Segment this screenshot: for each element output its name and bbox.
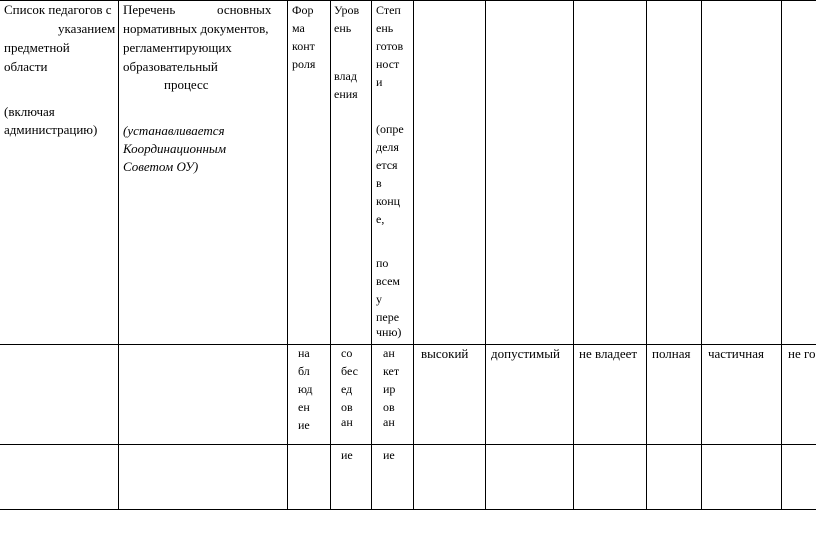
header-text: (включая [4,104,55,119]
cell-text: ед [341,382,353,396]
header-text: Уров [334,3,360,17]
header-text: чню) [376,325,402,339]
header-text: пере [376,310,400,324]
cell-text: бес [341,364,358,378]
header-text: конц [376,194,401,208]
header-text: (устанавливается [123,123,225,138]
header-text: ется [376,158,398,172]
col-divider-3 [330,0,331,510]
cell-text: ан [341,415,353,429]
cell-text: юд [298,382,313,396]
header-text: Координационным [123,141,226,156]
header-text: Перечень [123,2,176,17]
level-not-proficient: не владеет [579,346,638,361]
header-text: ень [334,21,352,35]
cell-text: ие [298,418,310,432]
header-text: образовательный [123,59,218,74]
header-text: ност [376,57,400,71]
level-high: высокий [421,346,469,361]
header-text: готов [376,39,404,53]
col-divider-9 [701,0,702,510]
row-divider-1 [0,344,816,345]
cell-text: ан [383,346,395,360]
header-text: е, [376,212,385,226]
header-text: и [376,75,383,89]
col-divider-5 [413,0,414,510]
header-text: Фор [292,3,314,17]
col-divider-1 [118,0,119,510]
cell-text: ир [383,382,396,396]
header-text: ма [292,21,305,35]
row-divider-2 [0,444,816,445]
header-text: указанием [58,21,116,36]
cell-text: ов [341,400,353,414]
header-text: всем [376,274,400,288]
header-text: Степ [376,3,401,17]
header-text: по [376,256,389,270]
header-text: деля [376,140,399,154]
header-text: процесс [164,77,209,92]
header-text: в [376,176,382,190]
readiness-partial: частичная [708,346,764,361]
col-divider-2 [287,0,288,510]
header-text: конт [292,39,315,53]
header-text: (опре [376,122,404,136]
header-text: администрацию) [4,122,98,137]
header-text: влад [334,69,357,83]
cell-text: ан [383,415,395,429]
header-text: ень [376,21,394,35]
readiness-not-ready: не го [788,346,816,361]
readiness-full: полная [652,346,691,361]
header-text: у [376,292,382,306]
cell-text: ов [383,400,395,414]
cell-text: ие [383,448,395,462]
header-text: Список педагогов с [4,2,112,17]
level-acceptable: допустимый [491,346,560,361]
header-text: основных [217,2,272,17]
cell-text: ен [298,400,310,414]
cell-text: кет [383,364,400,378]
header-text: регламентирующих [123,40,232,55]
col-divider-7 [573,0,574,510]
header-text: Советом ОУ) [123,159,199,174]
cell-text: со [341,346,353,360]
cell-text: ие [341,448,353,462]
col-divider-4 [371,0,372,510]
header-text: роля [292,57,316,71]
col-divider-8 [646,0,647,510]
cell-text: бл [298,364,310,378]
header-text: нормативных документов, [123,21,269,36]
cell-text: на [298,346,310,360]
header-text: ения [334,87,358,101]
col-divider-10 [781,0,782,510]
header-text: области [4,59,48,74]
col-divider-6 [485,0,486,510]
header-text: предметной [4,40,70,55]
table-border-bottom [0,509,816,510]
